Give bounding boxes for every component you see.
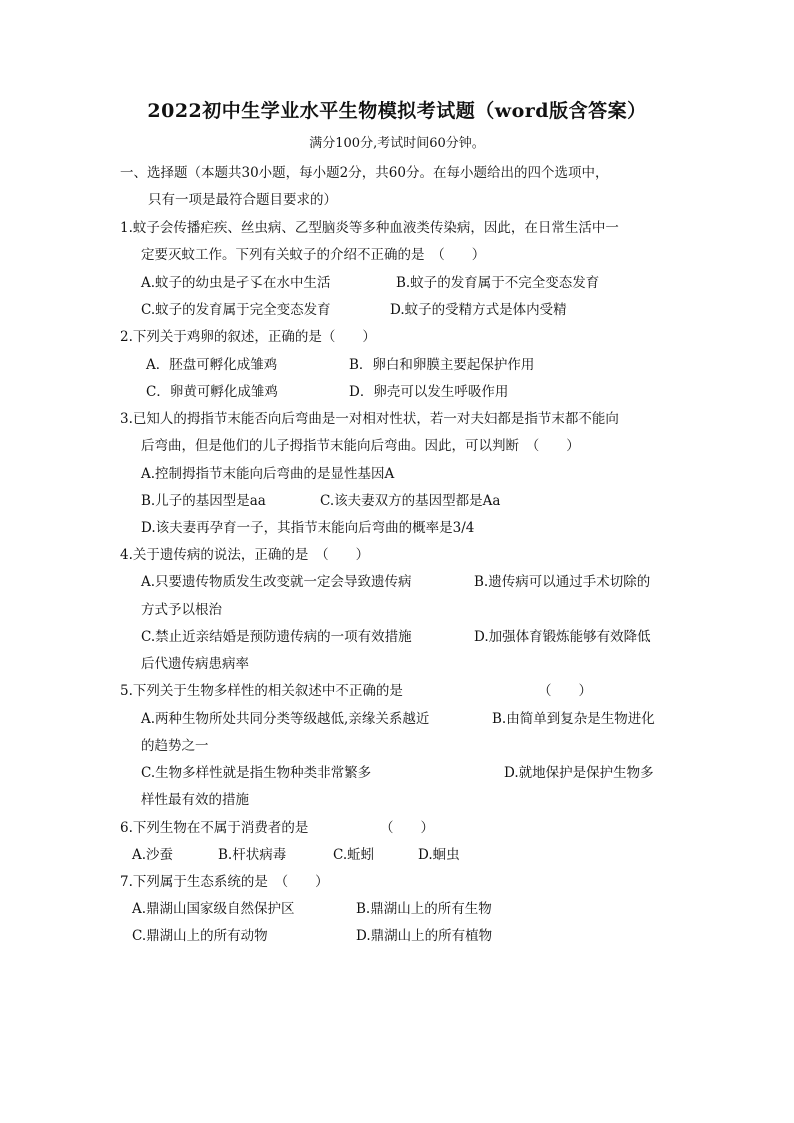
- question-1-option-a: A.蚊子的幼虫是孑孓在水中生活: [141, 275, 331, 291]
- question-4-option-c: C.禁止近亲结婚是预防遗传病的一项有效措施: [141, 629, 412, 645]
- question-4-option-d: D.加强体育锻炼能够有效降低: [474, 629, 651, 645]
- section-heading-cont: 只有一项是最符合题目要求的）: [148, 192, 337, 208]
- exam-subtitle: 满分100分,考试时间60分钟。: [309, 136, 485, 151]
- question-6-option-b: B.杆状病毒: [218, 847, 287, 863]
- page-title: 2022初中生学业水平生物模拟考试题（word版含答案）: [147, 100, 647, 122]
- question-4-option-d-cont: 后代遗传病患病率: [141, 656, 249, 672]
- question-1-option-d: D.蚊子的受精方式是体内受精: [390, 302, 567, 318]
- question-1-option-c: C.蚊子的发育属于完全变态发育: [141, 302, 331, 318]
- question-4-option-b-cont: 方式予以根治: [141, 602, 222, 618]
- question-4-option-a: A.只要遗传物质发生改变就一定会导致遗传病: [141, 574, 412, 590]
- question-2-option-a: A．胚盘可孵化成雏鸡: [146, 357, 278, 373]
- question-1-stem-cont: 定要灭蚊工作。下列有关蚊子的介绍不正确的是 （ ）: [141, 247, 486, 263]
- question-2-option-d: D．卵壳可以发生呼吸作用: [349, 384, 509, 400]
- section-heading: 一、选择题（本题共30小题，每小题2分，共60分。在每小题给出的四个选项中，: [120, 165, 609, 181]
- question-4-stem: 4.关于遗传病的说法，正确的是 （ ）: [120, 547, 370, 563]
- question-3-option-d: D.该夫妻再孕育一子，其指节末能向后弯曲的概率是3/4: [141, 520, 475, 536]
- question-5-option-d: D.就地保护是保护生物多: [504, 765, 654, 781]
- question-7-option-b: B.鼎湖山上的所有生物: [356, 901, 492, 917]
- question-2-stem: 2.下列关于鸡卵的叙述，正确的是（ ）: [120, 329, 376, 345]
- question-3-option-a: A.控制拇指节末能向后弯曲的是显性基因A: [141, 466, 395, 482]
- question-4-option-b: B.遗传病可以通过手术切除的: [474, 574, 651, 590]
- question-5-option-d-cont: 样性最有效的措施: [141, 792, 249, 808]
- question-3-option-c: C.该夫妻双方的基因型都是Aa: [320, 493, 501, 509]
- question-7-option-c: C.鼎湖山上的所有动物: [132, 928, 268, 944]
- question-6-option-d: D.蛔虫: [418, 847, 460, 863]
- question-5-stem: 5.下列关于生物多样性的相关叙述中不正确的是: [120, 683, 403, 699]
- question-5-option-b: B.由简单到复杂是生物进化: [492, 711, 655, 727]
- question-7-option-d: D.鼎湖山上的所有植物: [356, 928, 493, 944]
- question-2-option-b: B．卵白和卵膜主要起保护作用: [349, 357, 535, 373]
- question-3-stem: 3.已知人的拇指节末能否向后弯曲是一对相对性状，若一对夫妇都是指节末都不能向: [120, 411, 619, 427]
- question-1-stem: 1.蚊子会传播疟疾、丝虫病、乙型脑炎等多种血液类传染病，因此，在日常生活中一: [120, 220, 619, 236]
- question-2-option-c: C．卵黄可孵化成雏鸡: [146, 384, 278, 400]
- question-3-option-b: B.儿子的基因型是aa: [141, 493, 266, 509]
- question-7-stem: 7.下列属于生态系统的是 （ ）: [120, 874, 329, 890]
- question-1-option-b: B.蚊子的发育属于不完全变态发育: [396, 275, 600, 291]
- question-6-answer-paren: （ ）: [380, 820, 434, 836]
- question-6-option-c: C.蚯蚓: [333, 847, 375, 863]
- question-5-option-c: C.生物多样性就是指生物种类非常繁多: [141, 765, 372, 781]
- question-5-option-a: A.两种生物所处共同分类等级越低,亲缘关系越近: [141, 711, 430, 727]
- question-3-stem-cont: 后弯曲，但是他们的儿子拇指节末能向后弯曲。因此，可以判断 （ ）: [141, 438, 580, 454]
- question-6-option-a: A.沙蚕: [132, 847, 174, 863]
- question-6-stem: 6.下列生物在不属于消费者的是: [120, 820, 309, 836]
- question-7-option-a: A.鼎湖山国家级自然保护区: [132, 901, 295, 917]
- question-5-answer-paren: （ ）: [538, 683, 592, 699]
- question-5-option-b-cont: 的趋势之一: [141, 738, 209, 754]
